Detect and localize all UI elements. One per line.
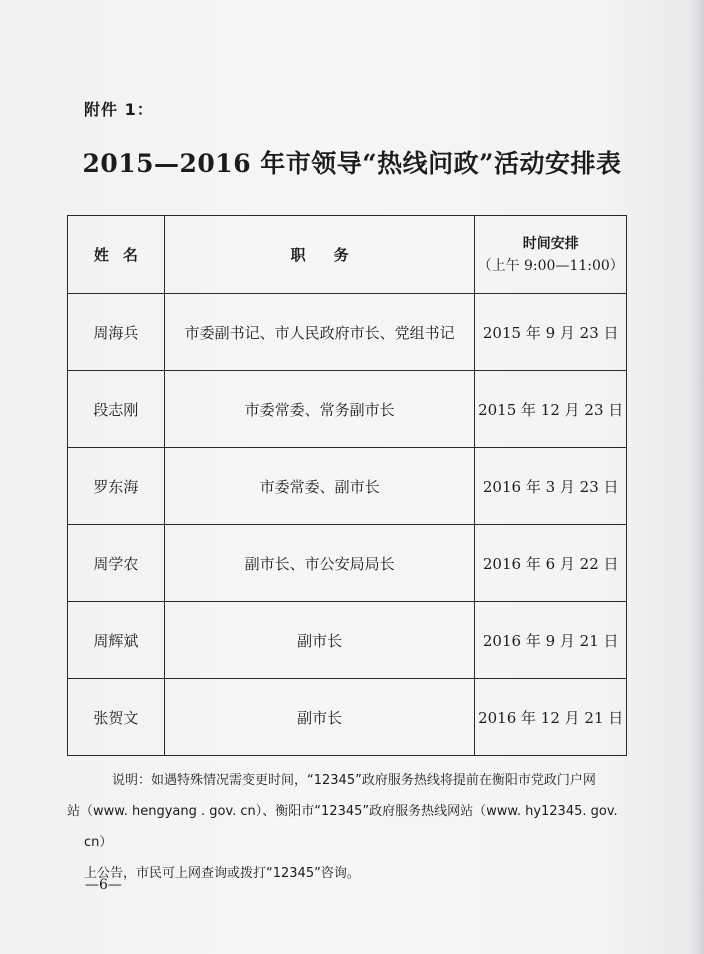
header-duty: 职务 [164,216,475,294]
schedule-table [67,215,627,756]
cell-date: 2015 年 12 月 23 日 [475,371,627,448]
header-time-range: （上午 9:00—11:00） [477,257,624,274]
cell-date: 2016 年 3 月 23 日 [475,448,627,525]
cell-date: 2016 年 6 月 22 日 [475,525,627,602]
cell-name: 罗东海 [68,448,165,525]
cell-name: 周海兵 [68,294,165,371]
note-line-3 [84,858,640,889]
note-line-3-text: 上公告，市民可上网查询或拨打“12345”咨询。 [84,866,360,881]
cell-duty: 副市长 [164,602,475,679]
cell-duty: 副市长、市公安局局长 [164,525,475,602]
note-line-2-text: 站（www. hengyang . gov. cn）、衡阳市“12345”政府服务热线网站（www. hy12345. gov. cn） [67,804,618,850]
note-line-1-text: 说明：如遇特殊情况需变更时间，“12345”政府服务热线将提前在衡阳市党政门户网 [112,773,596,788]
cell-date: 2016 年 9 月 21 日 [475,602,627,679]
cell-date: 2016 年 12 月 21 日 [475,679,627,756]
page-number: —6— [85,877,122,893]
cell-name: 周学农 [68,525,165,602]
table-row [68,371,627,448]
cell-name: 段志刚 [68,371,165,448]
table-row [68,294,627,371]
cell-duty: 市委常委、常务副市长 [164,371,475,448]
cell-duty: 市委常委、副市长 [164,448,475,525]
table-row [68,525,627,602]
header-time [475,216,627,294]
note-line-1 [84,765,640,796]
table-row [68,602,627,679]
header-name: 姓名 [68,216,165,294]
explanatory-note [67,765,640,889]
cell-name: 张贺文 [68,679,165,756]
cell-date: 2015 年 9 月 23 日 [475,294,627,371]
attachment-label: 附件 1： [84,100,154,119]
cell-duty: 市委副书记、市人民政府市长、党组书记 [164,294,475,371]
table-row [68,679,627,756]
table-row [68,448,627,525]
note-line-2 [67,796,640,858]
document-title: 2015—2016 年市领导“热线问政”活动安排表 [82,149,622,178]
cell-name: 周辉斌 [68,602,165,679]
table-header-row [68,216,627,294]
header-time-label: 时间安排 [522,235,579,252]
cell-duty: 副市长 [164,679,475,756]
